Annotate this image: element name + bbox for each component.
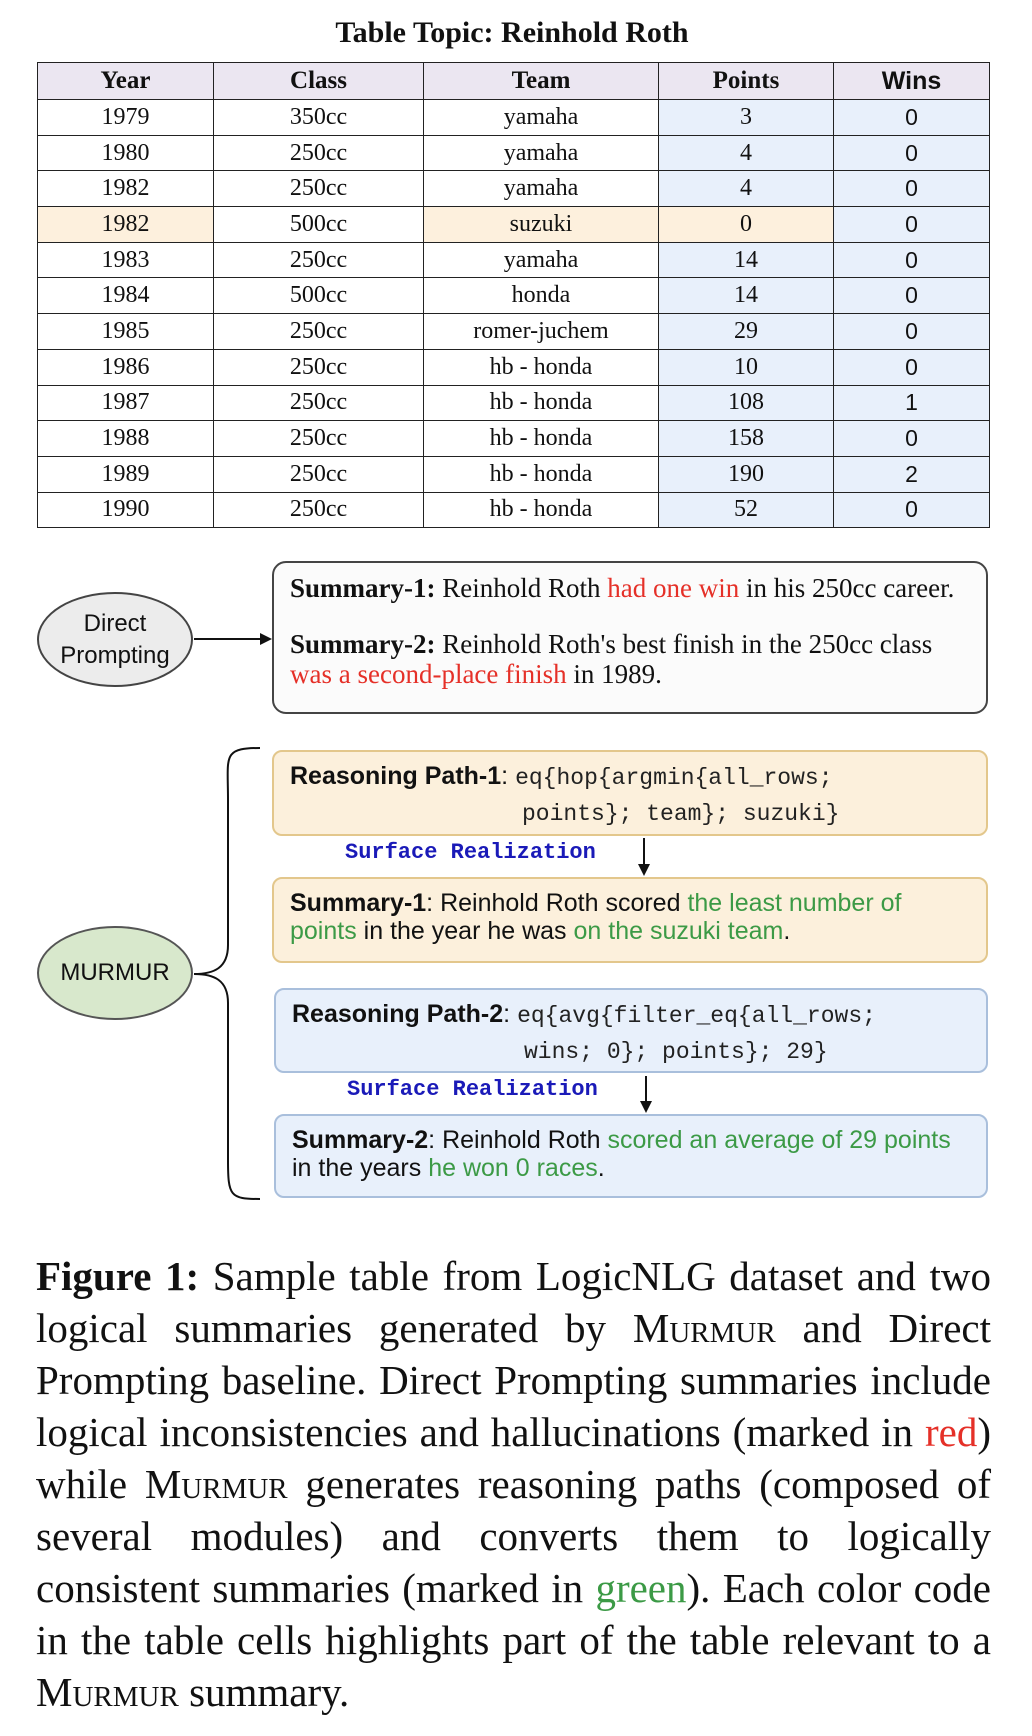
cell-points: 0: [659, 207, 834, 243]
reasoning-path-2-colon: :: [503, 1000, 511, 1028]
cell-points: 3: [659, 100, 834, 136]
cell-year: 1990: [38, 492, 214, 528]
murmur-summary-2-box: [274, 1114, 988, 1198]
reasoning-path-1-line-1: eq{hop{argmin{all_rows;: [515, 765, 833, 791]
cell-class: 250cc: [214, 171, 424, 207]
reasoning-path-2-line-2: wins; 0}; points}; 29}: [524, 1038, 828, 1065]
table-row: [38, 100, 990, 136]
figure-caption: [36, 1250, 991, 1718]
direct-summary-2-label: Summary-2:: [290, 629, 436, 660]
cell-class: 250cc: [214, 385, 424, 421]
direct-summary-1-text-b: in his 250cc career.: [739, 573, 955, 603]
header-class: Class: [214, 63, 424, 100]
surface-realization-label-1: Surface Realization: [345, 840, 596, 865]
reasoning-path-1-line-2: points}; team}; suzuki}: [522, 800, 840, 827]
cell-team: yamaha: [424, 171, 659, 207]
cell-points: 10: [659, 349, 834, 385]
caption-red-word: red: [924, 1409, 978, 1455]
cell-points: 190: [659, 456, 834, 492]
cell-points: 14: [659, 278, 834, 314]
murmur-node: MURMUR: [37, 926, 193, 1020]
caption-murmur-3: Murmur: [36, 1669, 179, 1715]
murmur-summary-1-consistent-b: on the suzuki team: [573, 917, 784, 945]
cell-points: 52: [659, 492, 834, 528]
caption-murmur-1: Murmur: [632, 1305, 776, 1351]
table-body: [38, 100, 990, 528]
cell-team: hb - honda: [424, 492, 659, 528]
caption-label: Figure 1:: [36, 1253, 200, 1299]
direct-prompting-node: Direct Prompting: [37, 592, 193, 687]
caption-text-2: and Direct Prompting baseline. Direct Prompting summaries include logical inconsistencies and hallucinations (marked in: [36, 1305, 991, 1455]
cell-team: yamaha: [424, 242, 659, 278]
murmur-summary-2-label: Summary-2: [292, 1126, 429, 1154]
direct-summary-2: [290, 629, 970, 689]
cell-class: 500cc: [214, 278, 424, 314]
table-row: [38, 385, 990, 421]
surface-arrow-1-head: [638, 864, 650, 876]
table-row: [38, 421, 990, 457]
cell-points: 108: [659, 385, 834, 421]
cell-team: romer-juchem: [424, 314, 659, 350]
cell-year: 1988: [38, 421, 214, 457]
direct-summary-1-label: Summary-1:: [290, 573, 436, 603]
table-row: [38, 242, 990, 278]
reasoning-path-2-line-1: eq{avg{filter_eq{all_rows;: [517, 1003, 876, 1029]
murmur-summary-1-box: [272, 877, 988, 963]
cell-team: honda: [424, 278, 659, 314]
murmur-summary-1-label: Summary-1: [290, 889, 427, 917]
cell-wins: 0: [834, 242, 990, 278]
murmur-summary-1-consistent-a: the least number of points: [290, 889, 902, 945]
cell-points: 14: [659, 242, 834, 278]
direct-summaries-box: [272, 561, 988, 714]
cell-team: suzuki: [424, 207, 659, 243]
caption-text-5: ). Each color code in the table cells highlights part of the table relevant to a: [36, 1565, 991, 1663]
cell-wins: 0: [834, 100, 990, 136]
direct-summary-1: [290, 573, 970, 603]
caption-text-4: generates reasoning paths (composed of several modules) and converts them to logically consistent summaries (marked in: [36, 1461, 991, 1611]
table-row: [38, 456, 990, 492]
cell-year: 1982: [38, 171, 214, 207]
cell-team: yamaha: [424, 135, 659, 171]
cell-class: 250cc: [214, 242, 424, 278]
cell-year: 1985: [38, 314, 214, 350]
reasoning-path-1-box: [272, 750, 988, 836]
cell-team: yamaha: [424, 100, 659, 136]
murmur-summary-2-consistent-b: he won 0 races: [428, 1154, 598, 1182]
cell-team: hb - honda: [424, 421, 659, 457]
cell-wins: 1: [834, 385, 990, 421]
cell-class: 250cc: [214, 456, 424, 492]
table-row: [38, 171, 990, 207]
murmur-summary-1-text-a: Reinhold Roth scored: [433, 889, 688, 917]
header-team: Team: [424, 63, 659, 100]
cell-year: 1980: [38, 135, 214, 171]
cell-wins: 0: [834, 171, 990, 207]
table-row: [38, 492, 990, 528]
cell-wins: 0: [834, 421, 990, 457]
direct-summary-1-hallucination: had one win: [607, 573, 740, 603]
reasoning-path-2-box: [274, 988, 988, 1073]
cell-points: 29: [659, 314, 834, 350]
cell-class: 250cc: [214, 135, 424, 171]
murmur-brace: [194, 748, 260, 1199]
caption-text-3: ) while: [36, 1409, 991, 1507]
cell-class: 350cc: [214, 100, 424, 136]
cell-wins: 2: [834, 456, 990, 492]
table-row: [38, 278, 990, 314]
murmur-summary-2-consistent-a: scored an average of 29 points: [607, 1126, 951, 1154]
cell-year: 1986: [38, 349, 214, 385]
direct-summary-2-text-a: Reinhold Roth's best finish in the 250cc class: [435, 629, 933, 660]
direct-arrow-head: [260, 633, 272, 645]
murmur-summary-2-text-b: in the years: [292, 1154, 429, 1182]
cell-points: 4: [659, 171, 834, 207]
cell-wins: 0: [834, 349, 990, 385]
cell-year: 1979: [38, 100, 214, 136]
reasoning-path-1-label: Reasoning Path-1: [290, 762, 502, 790]
cell-year: 1983: [38, 242, 214, 278]
murmur-summary-2-text-a: Reinhold Roth: [435, 1126, 608, 1154]
murmur-summary-2-text-c: .: [597, 1154, 605, 1182]
caption-green-word: green: [595, 1565, 687, 1611]
header-points: Points: [659, 63, 834, 100]
direct-summary-2-hallucination: was a second-place finish: [290, 659, 567, 690]
cell-points: 158: [659, 421, 834, 457]
reasoning-path-1-colon: :: [501, 762, 509, 790]
table-row: [38, 207, 990, 243]
cell-year: 1982: [38, 207, 214, 243]
cell-class: 250cc: [214, 314, 424, 350]
surface-realization-label-2: Surface Realization: [347, 1077, 598, 1102]
cell-year: 1984: [38, 278, 214, 314]
cell-class: 250cc: [214, 492, 424, 528]
direct-summary-2-text-b: in 1989.: [566, 659, 662, 690]
cell-class: 250cc: [214, 421, 424, 457]
cell-points: 4: [659, 135, 834, 171]
direct-summary-1-text-a: Reinhold Roth: [435, 573, 608, 603]
caption-text-6: summary.: [178, 1669, 350, 1715]
table-header-row: [38, 63, 990, 100]
table-row: [38, 349, 990, 385]
cell-class: 250cc: [214, 349, 424, 385]
cell-team: hb - honda: [424, 385, 659, 421]
murmur-summary-1-text-c: .: [783, 917, 791, 945]
murmur-summary-1-colon: :: [426, 889, 434, 917]
cell-wins: 0: [834, 278, 990, 314]
header-wins: Wins: [834, 63, 990, 100]
cell-team: hb - honda: [424, 349, 659, 385]
caption-text-1: Sample table from LogicNLG dataset and two logical summaries generated by: [36, 1253, 992, 1351]
caption-murmur-2: Murmur: [144, 1461, 288, 1507]
surface-arrow-2-head: [640, 1101, 652, 1113]
cell-year: 1989: [38, 456, 214, 492]
cell-wins: 0: [834, 492, 990, 528]
reasoning-path-2-label: Reasoning Path-2: [292, 1000, 504, 1028]
header-year: Year: [38, 63, 214, 100]
murmur-summary-2-colon: :: [428, 1126, 436, 1154]
cell-wins: 0: [834, 207, 990, 243]
table-title: Table Topic: Reinhold Roth: [335, 16, 689, 49]
cell-team: hb - honda: [424, 456, 659, 492]
table-row: [38, 135, 990, 171]
cell-wins: 0: [834, 314, 990, 350]
cell-class: 500cc: [214, 207, 424, 243]
data-table: [37, 62, 990, 528]
cell-year: 1987: [38, 385, 214, 421]
murmur-summary-1-text-b: in the year he was: [356, 917, 574, 945]
cell-wins: 0: [834, 135, 990, 171]
table-row: [38, 314, 990, 350]
